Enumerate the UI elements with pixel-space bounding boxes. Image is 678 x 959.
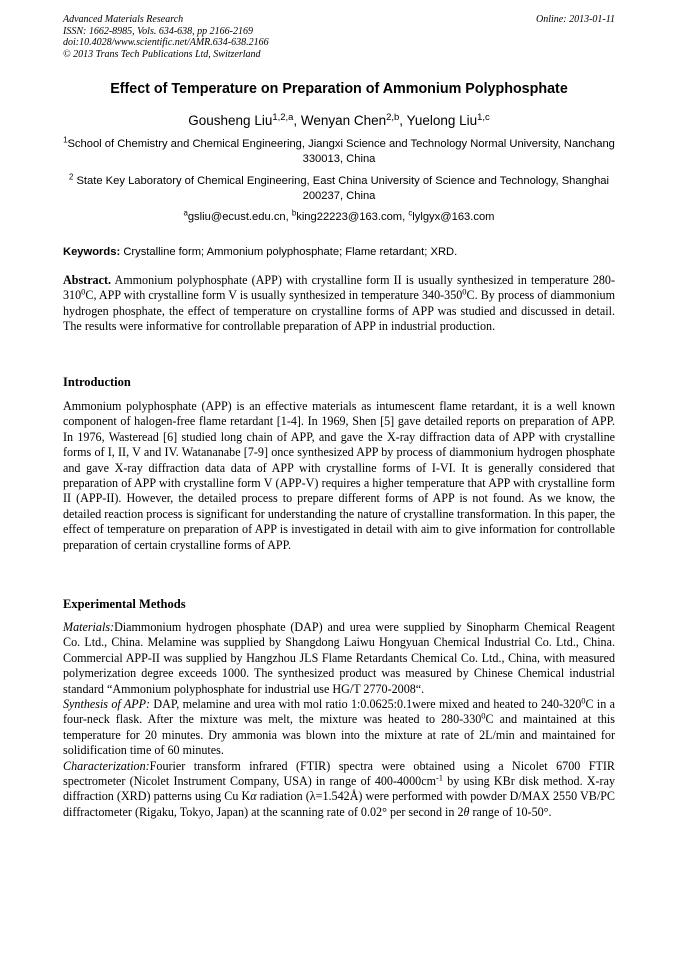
degree-superscript: 0 xyxy=(462,286,467,297)
journal-name: Advanced Materials Research xyxy=(63,14,184,25)
affiliation-mark: 2 xyxy=(68,172,74,182)
author-name: Wenyan Chen xyxy=(300,113,387,128)
author-name: Gousheng Liu xyxy=(188,113,273,128)
introduction-paragraph: Ammonium polyphosphate (APP) is an effective materials as intumescent flame retardant, it is a well known component of halogen-free flame retardant [1-4]. In 1969, Shen [5] gave detailed reports on preparation of APP. In 1976, Wasteread [6] studied long chain of APP, and gave the X-ray diffraction data of APP with crystalline forms of I, II, V and IV. Watananabe [7-9] once synthesized APP by process of diammonium hydrogen phosphate and gave X-ray diffraction data data of APP with crystalline forms of I-VI. It is generally considered that preparation of APP with crystalline form V (APP-V) requires a higher temperature that APP with crystalline form II (APP-II). However, the detailed process to prepare different forms of APP is not found. As we know, the detailed reaction process is significant for understanding the nature of crystalline transformation. In this paper, the effect of temperature on preparation of APP is investigated in detail with aim to give information for controllable preparation of certain crystalline forms of APP. xyxy=(63,399,615,552)
characterization-text: Fourier transform infrared (FTIR) spectra were obtained using a Nicolet 6700 FTIR spectrometer (Nicolet Instrument Company, USA) in range of 400-4000cm xyxy=(63,758,615,789)
copyright-line: © 2013 Trans Tech Publications Ltd, Switzerland xyxy=(63,48,261,60)
degree-superscript: 0 xyxy=(81,286,86,297)
keywords-text: Crystalline form; Ammonium polyphosphate; Flame retardant; XRD. xyxy=(123,246,458,258)
paper-title: Effect of Temperature on Preparation of Ammonium Polyphosphate xyxy=(110,81,568,97)
email-list: $^a$gsliu@ecust.edu.cn, $^b$king22223@163.com, $^c$lylgyx@163.com xyxy=(183,208,495,223)
email-link[interactable]: king22223@163.com xyxy=(296,211,403,223)
characterization-text: range of 10-50°. xyxy=(469,804,552,819)
introduction-body xyxy=(63,399,615,553)
abstract-text: C, APP with crystalline form V is usually synthesized in temperature 340-350 xyxy=(85,288,463,303)
email-mark: c xyxy=(408,208,413,218)
affiliation-text: State Key Laboratory of Chemical Engineering, East China University of Science and Technology, Shanghai 200237, China xyxy=(76,175,609,202)
synthesis-paragraph xyxy=(63,697,615,759)
affiliation-1 xyxy=(63,137,615,167)
synthesis-text: C and maintained at this temperature for 20 minutes. Dry ammonia was blown into the mixture at rate of 2L/min and maintained for solidification time of 60 minutes. xyxy=(63,712,615,758)
characterization-label: Characterization: xyxy=(63,758,150,773)
experimental-body xyxy=(63,620,615,820)
characterization-text: radiation (λ=1.542Å) were performed with powder D/MAX 2550 VB/PC diffractometer (Rigaku, Tokyo, Japan) at the scanning rate of 0.02° per second in 2 xyxy=(63,789,615,819)
email-link[interactable]: gsliu@ecust.edu.cn xyxy=(187,211,286,223)
journal-header xyxy=(63,14,615,60)
experimental-heading: Experimental Methods xyxy=(63,597,186,611)
synthesis-text: C in a four-neck flask. After the mixture was melt, the mixture was heated to 280-330 xyxy=(63,697,616,727)
author-name: Yuelong Liu xyxy=(406,113,478,128)
doi-line: doi:10.4028/www.scientific.net/AMR.634-638.2166 xyxy=(63,37,269,48)
online-date: Online: 2013-01-11 xyxy=(536,14,615,25)
abstract xyxy=(63,273,615,335)
email-mark: b xyxy=(291,208,297,218)
degree-superscript: 0 xyxy=(481,710,486,721)
author-affiliation-mark: 1,2,a xyxy=(272,111,294,123)
abstract-text: Ammonium polyphosphate (APP) with crystalline form II is usually synthesized in temperature 280-310 xyxy=(63,273,615,303)
keywords-label: Keywords: xyxy=(63,246,121,258)
author-list: Gousheng Liu$^{1,2,a}$, Wenyan Chen$^{2,b}$, Yuelong Liu$^{1,c}$ xyxy=(188,111,490,128)
affiliation-2 xyxy=(63,174,615,204)
affiliation-mark: 1 xyxy=(63,135,68,145)
synthesis-label: Synthesis of APP: xyxy=(63,697,151,712)
synthesis-text: DAP, melamine and urea with mol ratio 1:0.0625:0.1were mixed and heated to 240-320 xyxy=(150,697,582,712)
abstract-text: C. By process of diammonium hydrogen phosphate, the effect of temperature on crystalline forms of APP was studied and discussed in detail. The results were informative for controllable preparation of APP in industrial production. xyxy=(63,288,616,334)
materials-paragraph xyxy=(63,620,615,697)
unit-superscript: -1 xyxy=(435,772,444,783)
theta-symbol: θ xyxy=(463,804,470,819)
abstract-label: Abstract. xyxy=(63,273,112,287)
materials-label: Materials: xyxy=(63,620,115,634)
degree-superscript: 0 xyxy=(581,695,586,706)
author-affiliation-mark: 1,c xyxy=(477,111,490,123)
issn-line: ISSN: 1662-8985, Vols. 634-638, pp 2166-2169 xyxy=(63,25,253,37)
characterization-paragraph xyxy=(63,759,615,821)
email-mark: a xyxy=(183,208,188,218)
characterization-text: by using KBr disk method. X-ray diffraction (XRD) patterns using Cu K xyxy=(63,774,615,804)
author-affiliation-mark: 2,b xyxy=(386,111,400,123)
keywords xyxy=(63,246,615,258)
alpha-symbol: α xyxy=(250,789,257,804)
affiliation-text: School of Chemistry and Chemical Engineering, Jiangxi Science and Technology Normal University, Nanchang 330013, China xyxy=(67,138,615,165)
introduction-heading: Introduction xyxy=(63,375,131,389)
materials-text: Diammonium hydrogen phosphate (DAP) and urea were supplied by Sinopharm Chemical Reagent Co. Ltd., China. Melamine was supplied by Shangdong Laiwu Hongyuan Chemical Industrial Co. Ltd., China. Commercial APP-II was supplied by Hangzhou JLS Flame Retardants Chemical Co. Ltd., China, with measured polymerization degree exceeds 1000. The synthesized product was measured by Chinese Chemical industrial standard “Ammonium polyphosphate for industrial use HG/T 2770-2008“. xyxy=(63,620,615,696)
email-link[interactable]: lylgyx@163.com xyxy=(412,211,495,223)
